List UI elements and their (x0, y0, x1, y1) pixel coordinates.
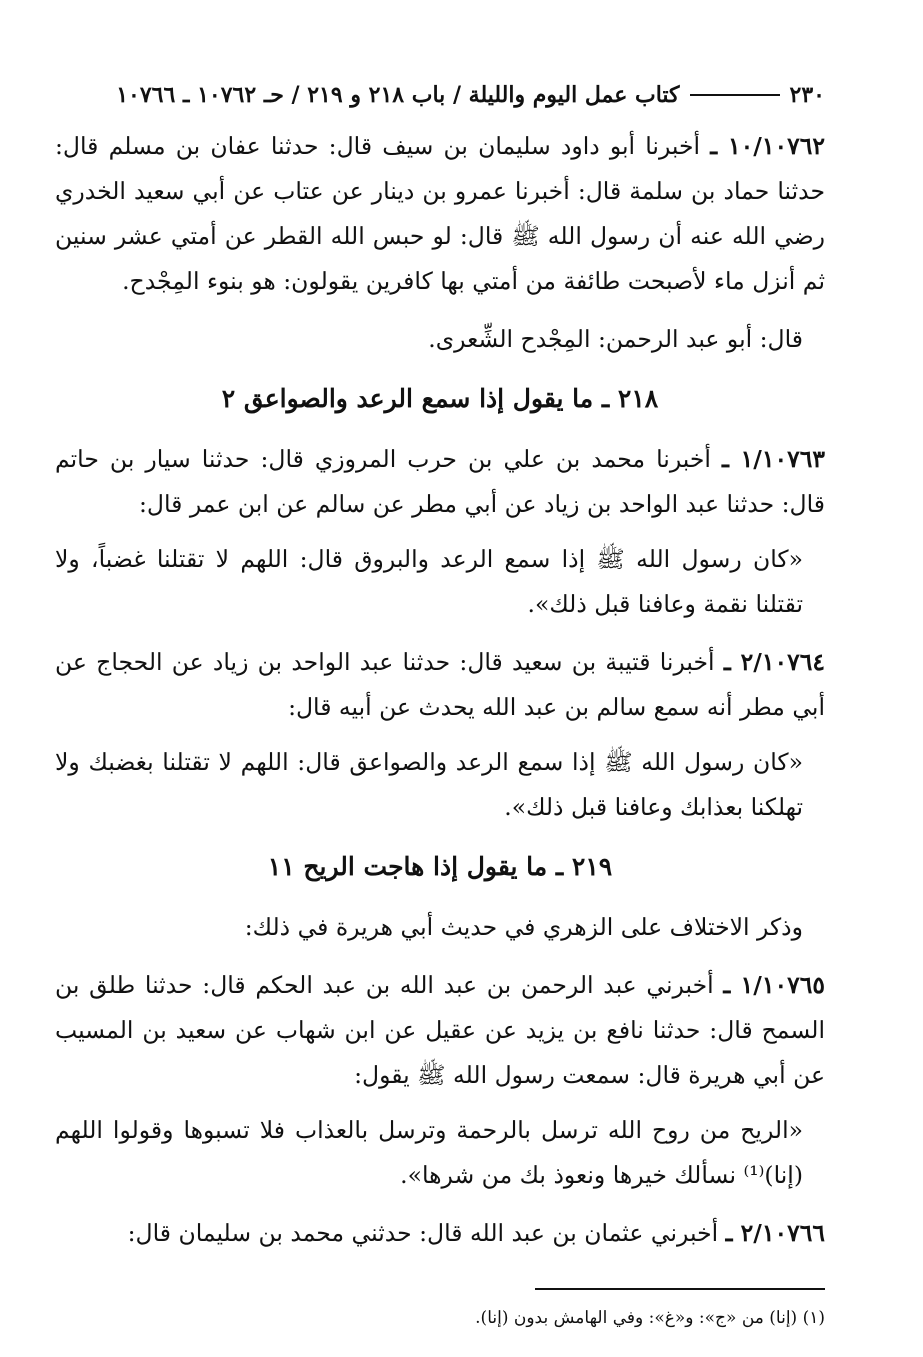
hadith-text: أخبرني عثمان بن عبد الله قال: حدثني محمد بن سليمان قال: (127, 1219, 726, 1247)
page-number: ٢٣٠ (789, 82, 825, 108)
hadith-text: أخبرنا أبو داود سليمان بن سيف قال: حدثنا عفان بن مسلم قال: حدثنا حماد بن سلمة قال: أخبرنا عمرو بن دينار عن عتاب عن أبي سعيد الخدري رضي الله عنه أن رسول الله ﷺ قال: لو حبس الله القطر عن أمتي عشر سنين ثم أنزل ماء لأصبحت طائفة من أمتي بها كافرين يقولون: هو بنوء المِجْدح. (55, 132, 825, 295)
hadith-number: ٢/١٠٧٦٦ ـ (725, 1219, 825, 1247)
hadith-number: ١/١٠٧٦٣ ـ (722, 445, 825, 473)
hadith-10762 (55, 124, 825, 304)
hadith-text: أخبرنا قتيبة بن سعيد قال: حدثنا عبد الواحد بن زياد عن الحجاج عن أبي مطر أنه سمع سالم بن عبد الله يحدث عن أبيه قال: (55, 648, 825, 721)
footnote-rule (535, 1288, 825, 1290)
chapter-heading-218: ٢١٨ ـ ما يقول إذا سمع الرعد والصواعق ٢ (221, 384, 659, 413)
intro-line: وذكر الاختلاف على الزهري في حديث أبي هريرة في ذلك: (244, 913, 803, 941)
hadith-matn: «الريح من روح الله ترسل بالرحمة وترسل بالعذاب فلا تسبوها وقولوا اللهم (إنا)⁽¹⁾ نسألك خيرها ونعوذ بك من شرها». (55, 1116, 803, 1189)
footnote: (١) (إنا) من «ج»: و«غ»: وفي الهامش بدون (إنا). (475, 1308, 825, 1328)
commentary-line: قال: أبو عبد الرحمن: المِجْدح الشِّعرى. (428, 325, 803, 353)
running-title: كتاب عمل اليوم والليلة / باب ٢١٨ و ٢١٩ / حـ ١٠٧٦٢ ـ ١٠٧٦٦ (116, 82, 680, 108)
hadith-text: أخبرني عبد الرحمن بن عبد الله بن عبد الحكم قال: حدثنا طلق بن السمح قال: حدثنا نافع بن يزيد عن عقيل عن ابن شهاب عن سعيد بن المسيب عن أبي هريرة قال: سمعت رسول الله ﷺ يقول: (55, 971, 825, 1089)
hadith-number: ١٠/١٠٧٦٢ ـ (710, 132, 825, 160)
hadith-10763 (55, 437, 825, 527)
hadith-10765 (55, 963, 825, 1098)
running-head (55, 78, 825, 112)
hadith-text: أخبرنا محمد بن علي بن حرب المروزي قال: حدثنا سيار بن حاتم قال: حدثنا عبد الواحد بن زياد عن أبي مطر عن سالم عن ابن عمر قال: (55, 445, 825, 518)
hadith-matn: «كان رسول الله ﷺ إذا سمع الرعد والبروق قال: اللهم لا تقتلنا غضباً، ولا تقتلنا نقمة وعافنا قبل ذلك». (55, 545, 803, 618)
main-text (55, 124, 825, 1269)
header-rule (690, 94, 780, 96)
chapter-heading-219: ٢١٩ ـ ما يقول إذا هاجت الريح ١١ (267, 852, 613, 881)
hadith-matn: «كان رسول الله ﷺ إذا سمع الرعد والصواعق قال: اللهم لا تقتلنا بغضبك ولا تهلكنا بعذابك وعافنا قبل ذلك». (55, 748, 803, 821)
hadith-number: ١/١٠٧٦٥ ـ (723, 971, 825, 999)
hadith-10764 (55, 640, 825, 730)
hadith-10766 (55, 1211, 825, 1256)
hadith-number: ٢/١٠٧٦٤ ـ (723, 648, 825, 676)
